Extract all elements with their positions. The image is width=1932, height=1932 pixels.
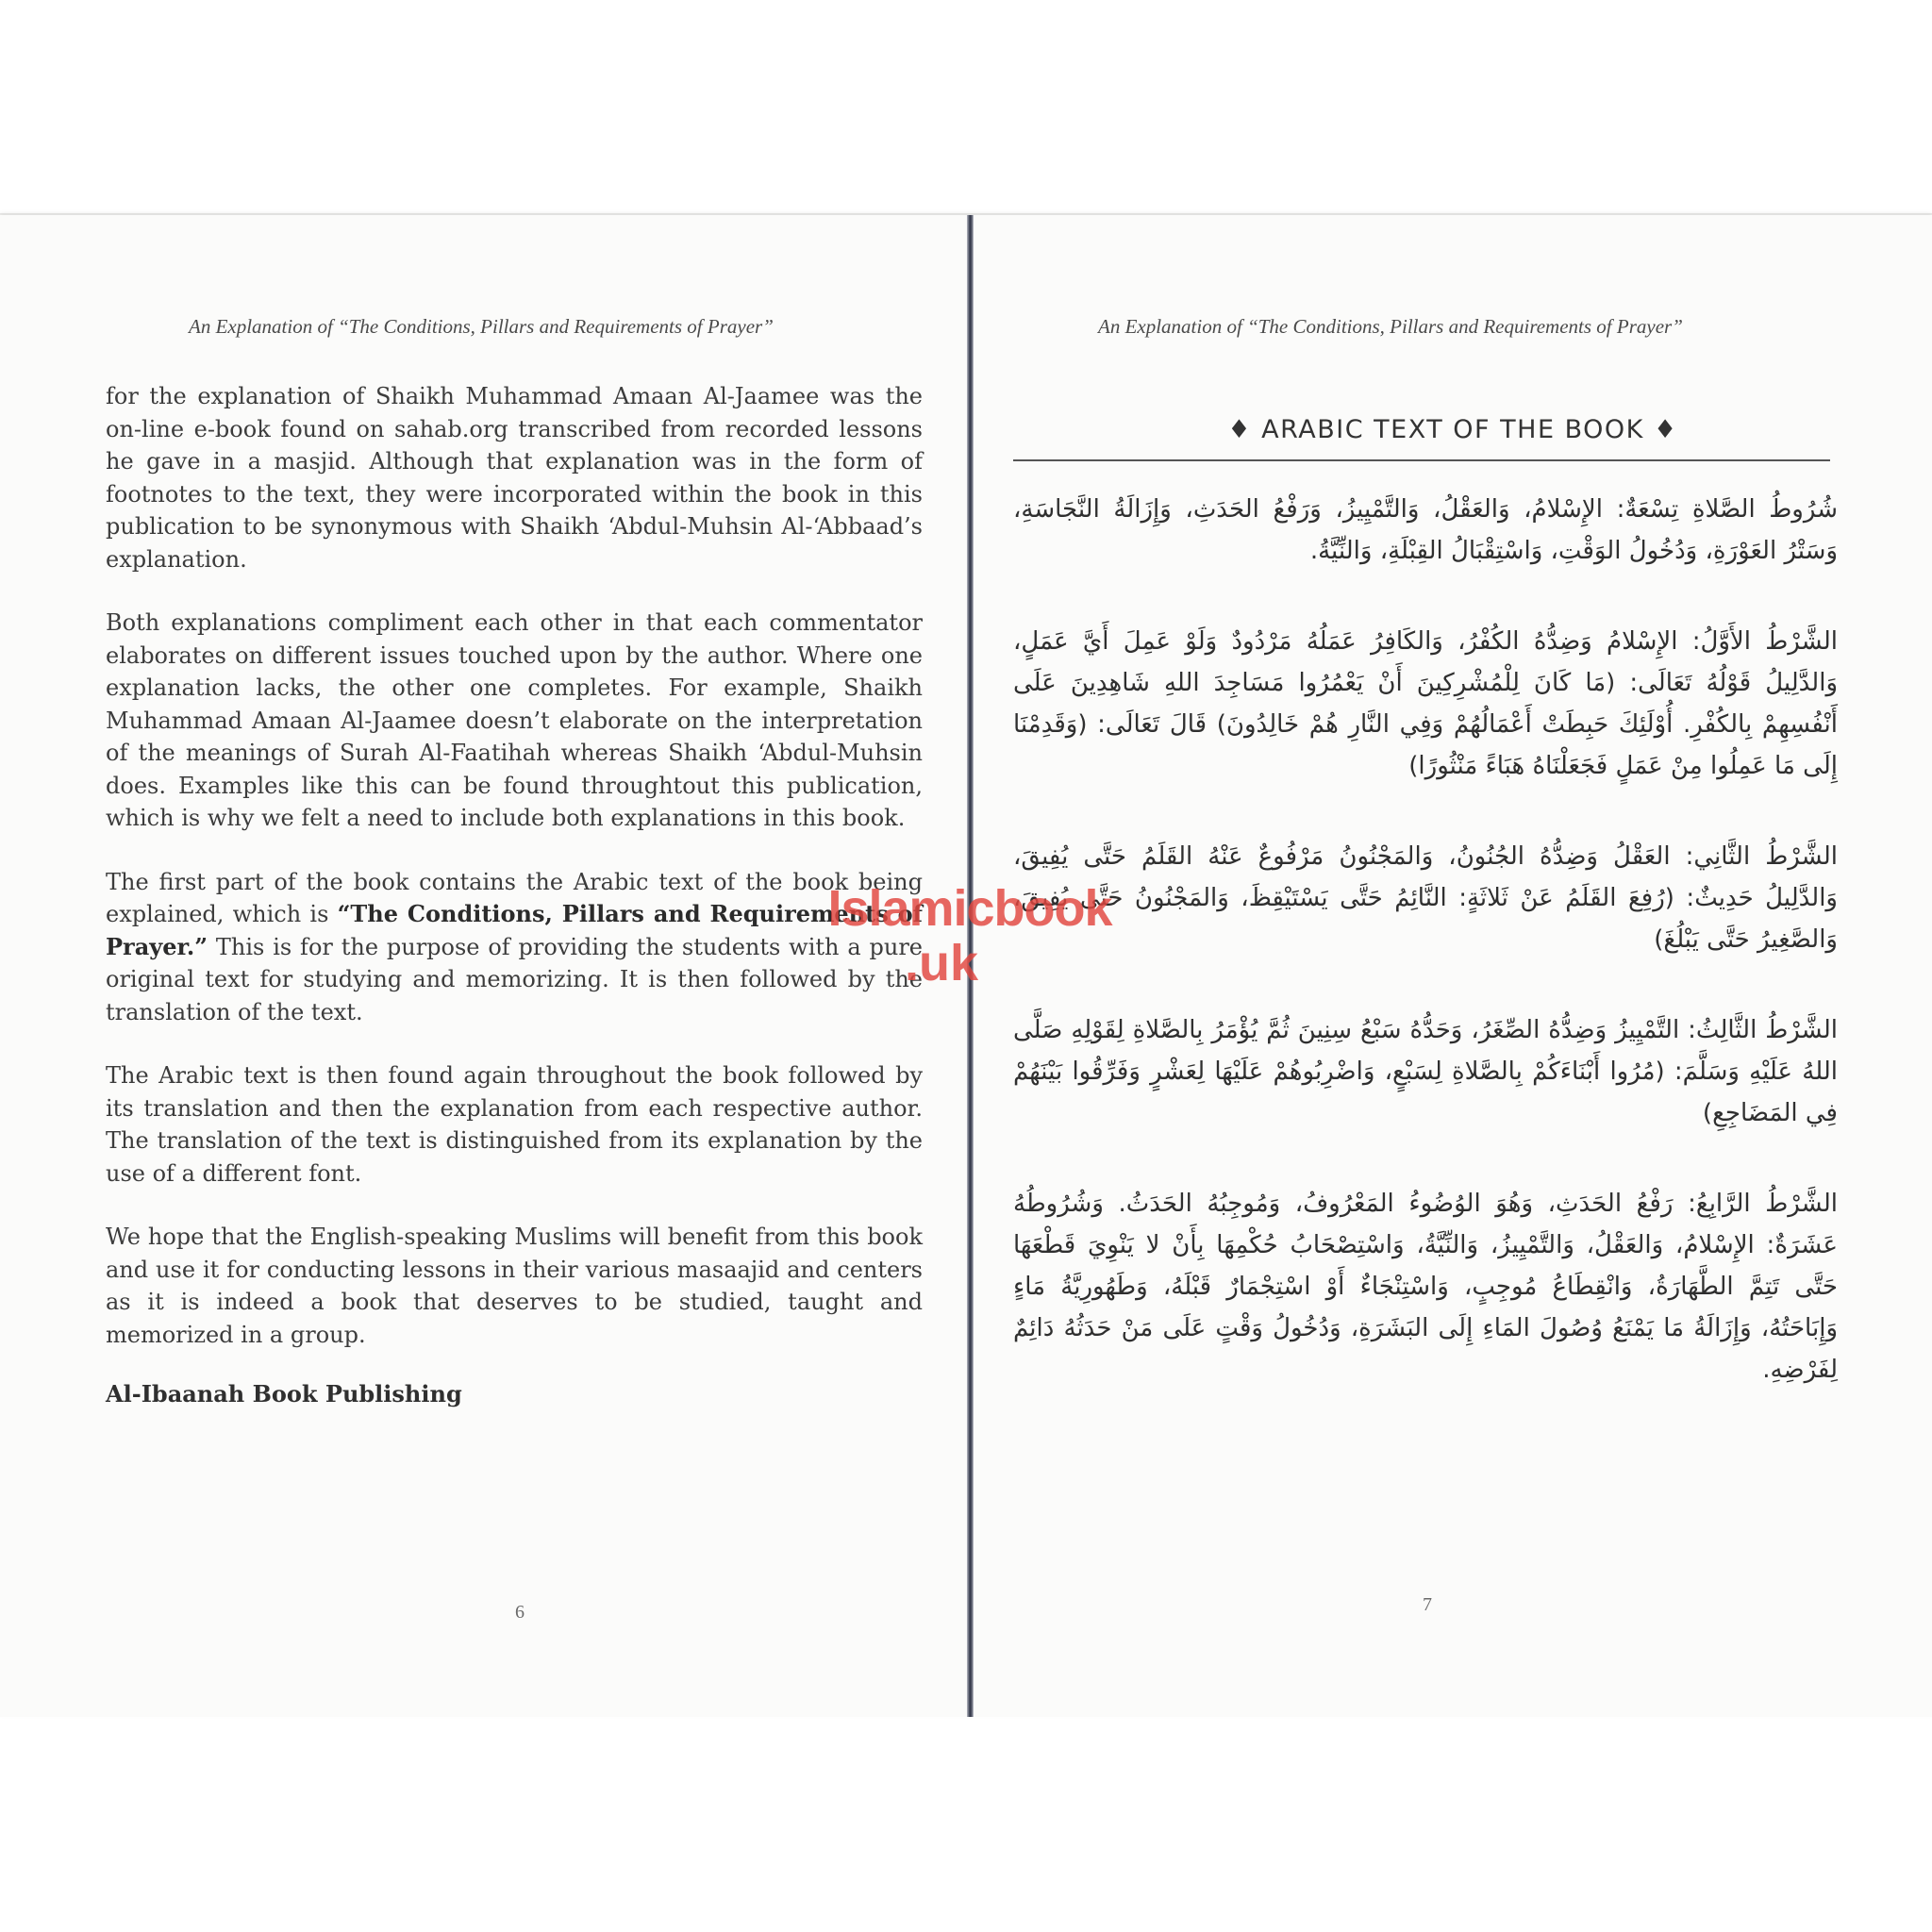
paragraph-4: The Arabic text is then found again throughout the book followed by its translation and then the explanation from each respective author. The translation of the text is distinguished from its explanation by the use of a different font.	[106, 1062, 923, 1187]
paragraph-3	[106, 866, 923, 1029]
book-title-bold: “The Conditions, Pillars and Requirements of Prayer.”	[106, 900, 923, 960]
watermark-line-1: Islamicbook	[827, 880, 1112, 937]
paragraph-1: for the explanation of Shaikh Muhammad Amaan Al-Jaamee was the on-line e-book found on sahab.org transcribed from recorded lessons he gave in a masjid. Although that explanation was in the form of footnotes to the text, they were incorporated within the book in this publication to be synonymous with Shaikh ‘Abdul-Muhsin Al-‘Abbaad’s explanation.	[106, 383, 923, 573]
right-running-head: An Explanation of “The Conditions, Pillars and Requirements of Prayer”	[1098, 315, 1683, 338]
book-spine	[967, 215, 974, 1717]
publisher-signoff: Al-Ibaanah Book Publishing	[106, 1380, 462, 1407]
paragraph-3-text-end: This is for the purpose of providing the students with a pure original text for studying and memorizing. It is then followed by the translation of the text.	[106, 933, 923, 1025]
right-page	[974, 215, 1932, 1717]
left-page	[0, 215, 967, 1717]
section-divider	[1013, 459, 1830, 461]
right-page-number: 7	[1423, 1594, 1432, 1615]
paragraph-2: Both explanations compliment each other in that each commentator elaborates on different issues touched upon by the author. Where one explanation lacks, the other one completes. For example, Shaikh Muhammad Amaan Al-Jaamee doesn’t elaborate on the interpretation of the meanings of Surah Al-Faatihah whereas Shaikh ‘Abdul-Muhsin does. Examples like this can be found throughtout this publication, which is why we felt a need to include both explanations in this book.	[106, 609, 923, 831]
left-page-number: 6	[515, 1602, 525, 1623]
left-running-head: An Explanation of “The Conditions, Pillars and Requirements of Prayer”	[189, 315, 774, 338]
arabic-paragraph-3: الشَّرْطُ الثَّانِي: العَقْلُ وَضِدُّهُ الجُنُونُ، وَالمَجْنُونُ مَرْفُوعٌ عَنْهُ القَلَمُ حَتَّى يُفِيقَ، وَالدَّلِيلُ حَدِيثٌ: (رُفِعَ القَلَمُ عَنْ ثَلاثَةٍ: النَّائِمُ حَتَّى يَسْتَيْقِظَ، وَالمَجْنُونُ حَتَّى يُفِيقَ، وَالصَّغِيرُ حَتَّى يَبْلُغَ)	[1013, 842, 1838, 954]
watermark-line-2: .uk	[904, 935, 979, 991]
arabic-text-body	[1013, 489, 1838, 1440]
arabic-paragraph-2: الشَّرْطُ الأَوَّلُ: الإِسْلامُ وَضِدُّهُ الكُفْرُ، وَالكَافِرُ عَمَلُهُ مَرْدُودٌ وَلَوْ عَمِلَ أَيَّ عَمَلٍ، وَالدَّلِيلُ قَوْلُهُ تَعَالَى: (مَا كَانَ لِلْمُشْرِكِينَ أَنْ يَعْمُرُوا مَسَاجِدَ اللهِ شَاهِدِينَ عَلَى أَنْفُسِهِمْ بِالكُفْرِ. أُوْلَئِكَ حَبِطَتْ أَعْمَالُهُمْ وَفِي النَّارِ هُمْ خَالِدُونَ) قَالَ تَعَالَى: (وَقَدِمْنَا إِلَى مَا عَمِلُوا مِنْ عَمَلٍ فَجَعَلْنَاهُ هَبَاءً مَنْثُورًا)	[1013, 627, 1838, 780]
arabic-paragraph-1: شُرُوطُ الصَّلاةِ تِسْعَةٌ: الإِسْلامُ، وَالعَقْلُ، وَالتَّمْيِيزُ، وَرَفْعُ الحَدَثِ، وَإِزَالَةُ النَّجَاسَةِ، وَسَتْرُ العَوْرَةِ، وَدُخُولُ الوَقْتِ، وَاسْتِقْبَالُ القِبْلَةِ، وَالنِّيَّةُ.	[1013, 495, 1838, 565]
paragraph-3-text-start: The first part of the book contains the Arabic text of the book being explained, which is	[106, 868, 923, 927]
left-page-body	[106, 380, 923, 1442]
paragraph-5: We hope that the English-speaking Muslims will benefit from this book and use it for conducting lessons in their various masaajid and centers as it is indeed a book that deserves to be studied, taught and memorized in a group.	[106, 1224, 923, 1348]
arabic-paragraph-4: الشَّرْطُ الثَّالِثُ: التَّمْيِيزُ وَضِدُّهُ الصِّغَرُ، وَحَدُّهُ سَبْعُ سِنِينَ ثُمَّ يُؤْمَرُ بِالصَّلاةِ لِقَوْلِهِ صَلَّى اللهُ عَلَيْهِ وَسَلَّمَ: (مُرُوا أَبْنَاءَكُمْ بِالصَّلاةِ لِسَبْعٍ، وَاضْرِبُوهُمْ عَلَيْهَا لِعَشْرٍ وَفَرِّقُوا بَيْنَهُمْ فِي المَضَاجِعِ)	[1013, 1016, 1838, 1127]
section-title: ♦ ARABIC TEXT OF THE BOOK ♦	[1227, 415, 1678, 444]
arabic-paragraph-5: الشَّرْطُ الرَّابِعُ: رَفْعُ الحَدَثِ، وَهُوَ الوُضُوءُ المَعْرُوفُ، وَمُوجِبُهُ الحَدَثُ. وَشُرُوطُهُ عَشَرَةٌ: الإِسْلامُ، وَالعَقْلُ، وَالتَّمْيِيزُ، وَالنِّيَّةُ، وَاسْتِصْحَابُ حُكْمِهَا بِأَنْ لا يَنْوِيَ قَطْعَهَا حَتَّى تَتِمَّ الطَّهَارَةُ، وَانْقِطَاعُ مُوجِبٍ، وَاسْتِنْجَاءٌ أَوْ اسْتِجْمَارٌ قَبْلَهُ، وَطَهُورِيَّةُ مَاءٍ وَإِبَاحَتُهُ، وَإِزَالَةُ مَا يَمْنَعُ وُصُولَ المَاءِ إِلَى البَشَرَةِ، وَدُخُولُ وَقْتٍ عَلَى مَنْ حَدَثُهُ دَائِمٌ لِفَرْضِهِ.	[1013, 1190, 1838, 1384]
